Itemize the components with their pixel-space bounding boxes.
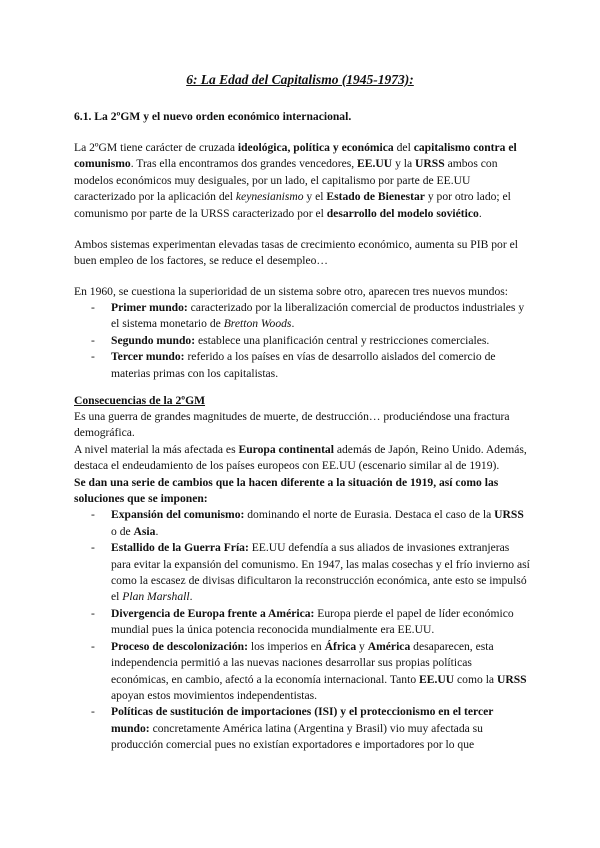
paragraph-material: A nivel material la más afectada es Europa continental además de Japón, Reino Unido. Además, destaca el endeudamiento de los países europeos con EE.UU (escenario similar al de 1919). — [74, 442, 527, 473]
consequences-body — [74, 409, 532, 754]
paragraph-growth: Ambos sistemas experimentan elevadas tasas de crecimiento económico, aumenta su PIB por el buen empleo de los factores, se reduce el desempleo… — [74, 238, 518, 268]
list-item: - Expansión del comunismo: dominando el norte de Eurasia. Destaca el caso de la URSS o de Asia. — [74, 507, 532, 540]
paragraph-worlds-intro: En 1960, se cuestiona la superioridad de un sistema sobre otro, aparecen tres nuevos mundos: — [74, 285, 509, 298]
section-heading: 6.1. La 2ºGM y el nuevo orden económico internacional. — [74, 110, 352, 123]
subsection-heading: Consecuencias de la 2ºGM — [74, 394, 206, 407]
list-item: - Estallido de la Guerra Fría: EE.UU defendía a sus aliados de invasiones extranjeras para evitar la expansión del comunismo. En 1947, las malas cosechas y el frío invierno así como la escasez de divisas dificultaron la reconstrucción económica, ante esto se impulsó el Plan Marshall. — [74, 540, 532, 606]
list-item: - Segundo mundo: establece una planificación central y restricciones comerciales. — [74, 333, 532, 349]
list-item: - Primer mundo: caracterizado por la liberalización comercial de productos industriales y el sistema monetario de Bretton Woods. — [74, 300, 532, 333]
changes-list — [74, 507, 532, 753]
paragraph-war: Es una guerra de grandes magnitudes de muerte, de destrucción… produciéndose una fractura demográfica. — [74, 410, 510, 440]
list-item: - Proceso de descolonización: los imperios en África y América desaparecen, esta independencia permitió a las nuevas naciones desarrollar sus propias políticas económicas, en cambio, afectó a la economía internacional. Tanto EE.UU como la URSS apoyan estos movimientos independentistas. — [74, 639, 532, 705]
page-title: 6: La Edad del Capitalismo (1945-1973): — [186, 72, 414, 87]
list-item: - Políticas de sustitución de importaciones (ISI) y el proteccionismo en el tercer mundo: concretamente América latina (Argentina y Brasil) vio muy afectada su producción comercial pues no existían exportadores e importadores por lo que — [74, 704, 532, 753]
paragraph-intro: La 2ºGM tiene carácter de cruzada ideológica, política y económica del capitalismo contra el comunismo. Tras ella encontramos dos grandes vencedores, EE.UU y la URSS ambos con modelos económicos muy desiguales, por un lado, el capitalismo por parte de EE.UU caracterizado por la aplicación del keynesianismo y el Estado de Bienestar y por otro lado; el comunismo por parte de la URSS caracterizado por el desarrollo del modelo soviético. — [74, 141, 517, 220]
list-item: - Tercer mundo: referido a los países en vías de desarrollo aislados del comercio de materias primas con los capitalistas. — [74, 349, 532, 382]
worlds-list — [74, 300, 532, 382]
paragraph-changes: Se dan una serie de cambios que la hacen diferente a la situación de 1919, así como las soluciones que se imponen: — [74, 475, 499, 506]
list-item: - Divergencia de Europa frente a América: Europa pierde el papel de líder económico mundial pues la única potencia reconocida mundialmente era EE.UU. — [74, 606, 532, 639]
